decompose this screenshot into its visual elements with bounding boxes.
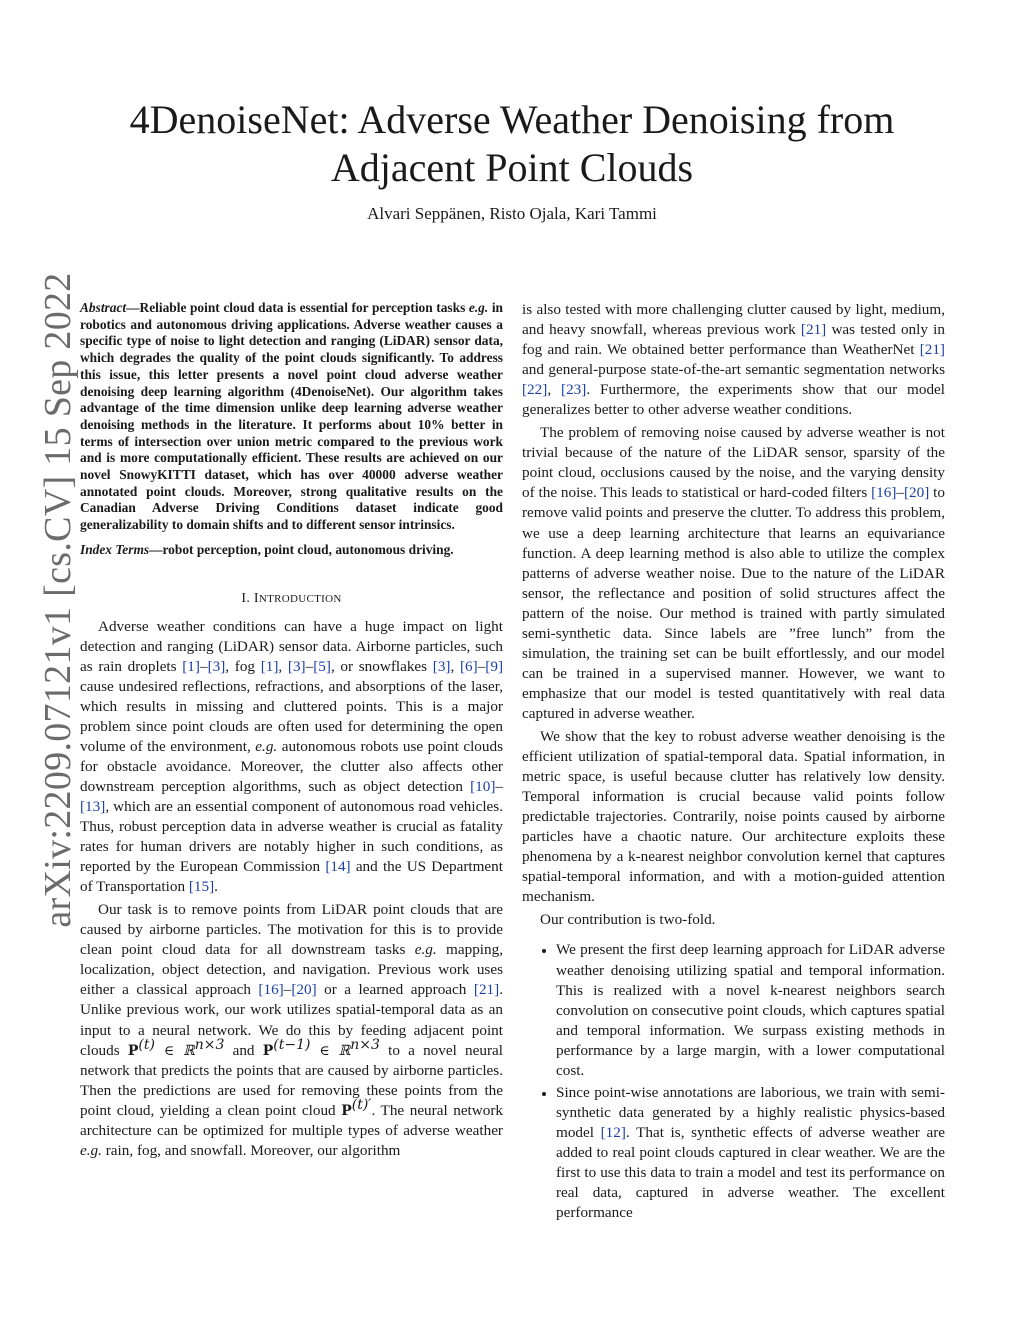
arxiv-identifier[interactable]: arXiv:2209.07121v1 [cs.CV] 15 Sep 2022 (37, 272, 79, 928)
math-point-cloud-t-minus-1: P (262, 1042, 274, 1059)
citation-link[interactable]: [14] (325, 858, 351, 876)
paper-title: 4DenoiseNet: Adverse Weather Denoising from Adjacent Point Clouds (129, 97, 895, 190)
math-clean-point-cloud: P (341, 1102, 352, 1119)
citation-link[interactable]: [12] (600, 1123, 626, 1141)
citation-link[interactable]: [22] (522, 381, 548, 399)
citation-link[interactable]: [16] (258, 981, 284, 999)
citation-link[interactable]: [20] (291, 981, 317, 999)
section-heading-introduction: I. INTRODUCTION (241, 590, 342, 606)
intro-paragraph-6: Our contribution is two-fold. (540, 911, 716, 929)
citation-link[interactable]: [1] (260, 657, 279, 675)
contribution-item-2: • Since point-wise annotations are laborious, we train with semi-synthetic data generated by a highly realistic physics-based model [12]. That is, synthetic effects of adverse weather are added to real point clouds captured in clear weather. We are the first to use this data to train a model and test its performance on real data, captured in adverse weather. The excellent performance (556, 1083, 945, 1223)
intro-paragraph-5: We show that the key to robust adverse weather denoising is the efficient utilization of spatial-temporal data. Spatial information, in metric space, is useful because clutter has relatively low density. Temporal information is crucial because valid points follow predictable trajectories. Contrarily, noise points caused by airborne particles have a chaotic nature. Our architecture exploits these phenomena by a k-nearest neighbor convolution kernel that captures spatial-temporal information, and with a motion-guided attention mechanism. (522, 727, 945, 906)
citation-link[interactable]: [16] (871, 484, 897, 502)
intro-paragraph-3: is also tested with more challenging clutter caused by light, medium, and heavy snowfall, whereas previous work [21] was tested only in fog and rain. We obtained better performance than WeatherNet [21] and general-purpose state-of-the-art semantic segmentation networks [22], [23]. Furthermore, the experiments show that our model generalizes better to other adverse weather conditions. (522, 301, 945, 419)
citation-link[interactable]: [21] (800, 321, 827, 339)
citation-link[interactable]: [21] (919, 341, 945, 359)
intro-paragraph-2: Our task is to remove points from LiDAR point clouds that are caused by airborne particles. The motivation for this is to provide clean point cloud data for all downstream tasks e.g. mapping, localization, object detection, and navigation. Previous work uses either a classical approach [16]–[20] or a learned approach [21]. Unlike previous work, our work utilizes spatial-temporal data as an input to a neural network. We do this by feeding adjacent point clouds $P^{(t)}$ ∈ ℝ$^{n\times 3}$ and $P^{(t-1)}$ ∈ ℝ$^{n\times 3}$ to a novel neural network that predicts the points that are caused by airborne particles. Then the predictions are used for removing these points from the point cloud, yielding a clean point cloud $P^{(t)'}$. The neural network architecture can be optimized for multiple types of adverse weather e.g. rain, fog, and snowfall. Moreover, our algorithm (80, 901, 503, 1159)
citation-link[interactable]: [15] (188, 878, 215, 896)
citation-link[interactable]: [10] (470, 777, 496, 795)
abstract-label: Abstract (80, 300, 127, 315)
citation-link[interactable]: [1] (182, 657, 200, 675)
citation-link[interactable]: [21] (473, 981, 500, 999)
abstract: Abstract—Reliable point cloud data is essential for perception tasks e.g. in robotics and autonomous driving applications. Adverse weather causes a specific type of noise to light detection and ranging (LiDAR) sensor data, which degrades the quality of the point clouds significantly. To address this issue, this letter presents a novel point cloud adverse weather denoising deep learning algorithm (4DenoiseNet). Our algorithm takes advantage of the time dimension unlike deep learning adverse weather denoising methods in the literature. It performs about 10% better in terms of intersection over union metric compared to the previous work and is more computationally efficient. These results are achieved on our novel SnowyKITTI dataset, which has over 40000 adverse weather annotated point clouds. Moreover, strong qualitative results on the Canadian Adverse Driving Conditions dataset indicate good generalizability to domain shifts and to different sensor intrinsics. (80, 300, 503, 533)
citation-link[interactable]: [5] (313, 657, 331, 675)
citation-link[interactable]: [3] (287, 657, 306, 675)
math-point-cloud-t: P (127, 1042, 139, 1059)
citation-link[interactable]: [20] (904, 484, 930, 502)
intro-paragraph-1: Adverse weather conditions can have a huge impact on light detection and ranging (LiDAR) sensor data. Airborne particles, such as rain droplets [1]–[3], fog [1], [3]–[5], or snowflakes [3], [6]–[9] cause undesired reflections, refractions, and absorptions of the laser, which results in missing and cluttered points. This is a major problem since point clouds are often used for determining the open volume of the environment, e.g. autonomous robots use point clouds for obstacle avoidance. Moreover, the clutter also affects other downstream perception algorithms, such as object detection [10]–[13], which are an essential component of autonomous road vehicles. Thus, robust perception data in adverse weather is crucial as fatality rates for human drivers are notably higher in such conditions, as reported by the European Commission [14] and the US Department of Transportation [15]. (80, 617, 504, 896)
index-terms-label: Index Terms (80, 541, 150, 557)
contribution-item-1: • We present the first deep learning approach for LiDAR adverse weather denoising utilizing spatial and temporal information. This is realized with a novel k-nearest neighbors search convolution on consecutive point clouds, which captures spatial and temporal information. We surpass existing methods in performance by a large margin, with a lower computational cost. (556, 940, 945, 1080)
citation-link[interactable]: [6] (459, 657, 478, 675)
intro-paragraph-4: The problem of removing noise caused by adverse weather is not trivial because of the nature of the LiDAR sensor, sparsity of the point cloud, occlusions caused by the noise, and the varying density of the noise. This leads to statistical or hard-coded filters [16]–[20] to remove valid points and preserve the clutter. To address this problem, we use a deep learning architecture that learns an equivariance function. A deep learning method is also able to utilize the complex patterns of adverse weather noise. Due to the nature of the LiDAR sensor, the reflectance and position of solid structures affect the pattern of the noise. Our method is trained with partly simulated semi-synthetic data. Since labels are ”free lunch” from the simulation, the training set can be built effortlessly, and our model can be trained in a supervised manner. However, we want to emphasize that our model is tested quantitatively with real data captured in adverse weather. (522, 424, 945, 722)
citation-link[interactable]: [3] (432, 657, 451, 675)
right-column (522, 300, 945, 1225)
citation-link[interactable]: [3] (207, 657, 226, 675)
citation-link[interactable]: [9] (485, 657, 504, 675)
index-terms: Index Terms—robot perception, point cloud, autonomous driving. (80, 541, 454, 557)
citation-link[interactable]: [13] (80, 798, 106, 816)
left-column (80, 300, 503, 1161)
citation-link[interactable]: [23] (561, 381, 587, 399)
contribution-list (522, 940, 945, 1223)
author-list: Alvari Seppänen, Risto Ojala, Kari Tammi (367, 204, 657, 223)
